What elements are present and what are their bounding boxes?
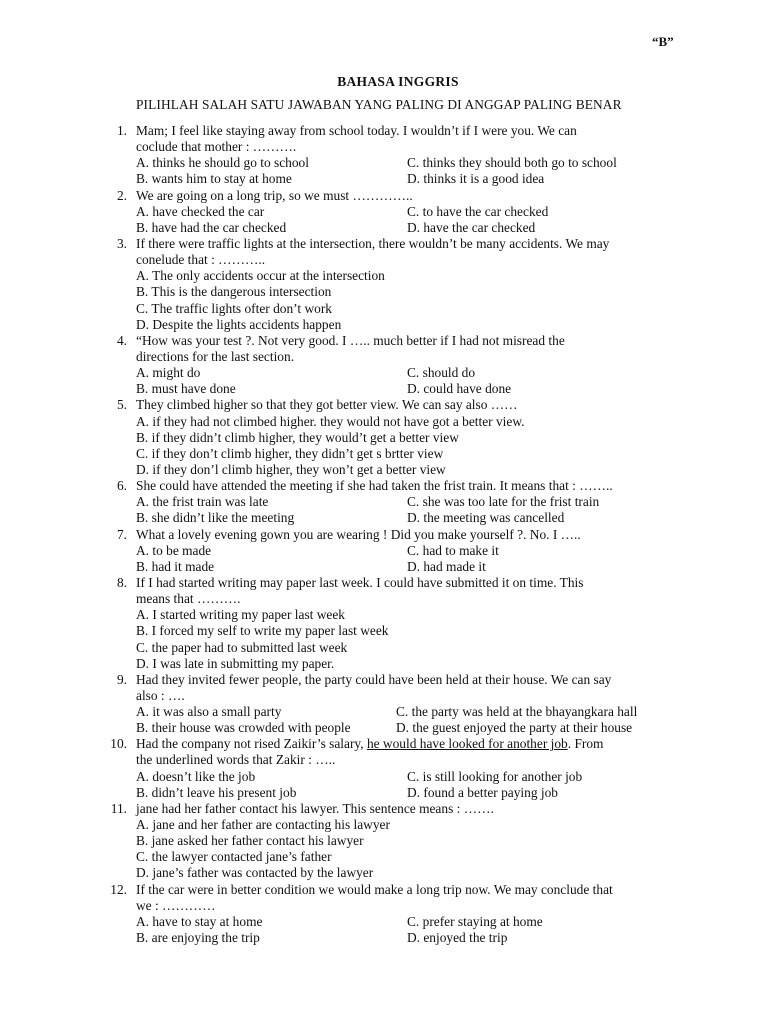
question-block: [0, 882, 768, 947]
answer-option: A. the frist train was late: [136, 494, 269, 510]
question-line: [0, 252, 768, 268]
question-line: [0, 688, 768, 704]
answer-option: D. the meeting was cancelled: [407, 510, 565, 526]
instruction-text: PILIHLAH SALAH SATU JAWABAN YANG PALING DI ANGGAP PALING BENAR: [136, 97, 622, 112]
answer-option: B. had it made: [136, 558, 215, 574]
question-text: [136, 591, 241, 607]
question-text: [136, 236, 609, 252]
answer-option: C. if they don’t climb higher, they didn’t get s brtter view: [136, 445, 444, 461]
answer-option: D. the guest enjoyed the party at their house: [396, 720, 633, 736]
answer-option: B. their house was crowded with people: [136, 720, 351, 736]
answer-option: D. enjoyed the trip: [407, 930, 508, 946]
question-block: [0, 672, 768, 737]
answer-option: D. had made it: [407, 558, 486, 574]
question-text-segment: directions for the last section.: [136, 348, 295, 364]
answer-option: D. I was late in submitting my paper.: [136, 655, 335, 671]
question-text-segment: the underlined words that Zakir : …..: [136, 752, 336, 768]
question-text-segment: conelude that : ………..: [136, 252, 266, 268]
answer-option: A. have to stay at home: [136, 913, 263, 929]
option-line: [0, 268, 768, 284]
question-text: [136, 478, 613, 494]
question-line: [0, 236, 768, 252]
question-block: [0, 736, 768, 801]
question-line: [0, 575, 768, 591]
question-line: [0, 591, 768, 607]
option-line: [0, 640, 768, 656]
question-block: [0, 527, 768, 575]
answer-option: C. is still looking for another job: [407, 768, 583, 784]
answer-option: A. jane and her father are contacting his lawyer: [136, 817, 390, 833]
answer-option: C. prefer staying at home: [407, 913, 543, 929]
answer-option: B. jane asked her father contact his lawyer: [136, 833, 364, 849]
question-text: [136, 575, 583, 591]
option-line: [0, 704, 768, 720]
question-text-segment: also : ….: [136, 687, 185, 703]
question-block: [0, 333, 768, 398]
underlined-text: he would have looked for another job: [366, 736, 568, 752]
question-text-segment: Had the company not rised Zaikir’s salary,: [136, 736, 367, 752]
option-line: [0, 365, 768, 381]
answer-option: D. if they don’l climb higher, they won’t get a better view: [136, 461, 446, 477]
question-line: [0, 123, 768, 139]
question-text-segment: She could have attended the meeting if she had taken the frist train. It means that : ……..: [136, 478, 613, 494]
answer-option: A. I started writing my paper last week: [136, 607, 345, 623]
question-line: [0, 736, 768, 752]
answer-option: A. might do: [136, 365, 201, 381]
option-line: [0, 607, 768, 623]
answer-option: A. if they had not climbed higher. they would not have got a better view.: [136, 413, 525, 429]
answer-option: B. are enjoying the trip: [136, 930, 260, 946]
answer-option: C. thinks they should both go to school: [407, 155, 617, 171]
question-text-segment: What a lovely evening gown you are wearing ! Did you make yourself ?. No. I …..: [136, 526, 581, 542]
option-line: [0, 833, 768, 849]
option-line: [0, 462, 768, 478]
version-label: “B”: [652, 34, 674, 49]
answer-option: A. thinks he should go to school: [136, 155, 309, 171]
option-line: [0, 446, 768, 462]
option-line: [0, 284, 768, 300]
question-number: 6.: [116, 478, 127, 494]
option-line: [0, 543, 768, 559]
answer-option: D. Despite the lights accidents happen: [136, 316, 342, 332]
question-number: 7.: [116, 526, 127, 542]
question-text: [136, 527, 581, 543]
answer-option: C. The traffic lights ofter don’t work: [136, 300, 332, 316]
question-line: [0, 188, 768, 204]
question-line: [0, 397, 768, 413]
option-line: [0, 914, 768, 930]
question-block: [0, 801, 768, 882]
option-line: [0, 656, 768, 672]
question-number: 2.: [116, 187, 127, 203]
answer-option: D. have the car checked: [407, 219, 536, 235]
answer-option: C. the party was held at the bhayangkara hall: [396, 704, 638, 720]
answer-option: C. should do: [407, 365, 476, 381]
option-line: [0, 494, 768, 510]
option-line: [0, 720, 768, 736]
question-text-segment: “How was your test ?. Not very good. I ….. much better if I had not misread the: [136, 332, 565, 348]
option-line: [0, 317, 768, 333]
question-line: [0, 478, 768, 494]
question-text-segment: Had they invited fewer people, the party could have been held at their house. We can say: [136, 671, 612, 687]
question-number: 9.: [116, 671, 127, 687]
answer-option: B. have had the car checked: [136, 219, 287, 235]
question-number: 10.: [110, 736, 127, 752]
question-text: [136, 139, 296, 155]
question-block: [0, 123, 768, 188]
question-number: 5.: [116, 397, 127, 413]
question-line: [0, 527, 768, 543]
question-text-segment: We are going on a long trip, so we must …………..: [136, 187, 413, 203]
question-text-segment: means that ……….: [136, 591, 241, 607]
answer-option: B. must have done: [136, 381, 236, 397]
answer-option: A. have checked the car: [136, 203, 265, 219]
question-text: [136, 397, 518, 413]
option-line: [0, 430, 768, 446]
question-line: [0, 349, 768, 365]
question-text-segment: coclude that mother : ……….: [136, 139, 297, 155]
option-line: [0, 171, 768, 187]
answer-option: B. if they didn’t climb higher, they would’t get a better view: [136, 429, 459, 445]
question-text-segment: . From: [567, 736, 604, 752]
question-line: [0, 333, 768, 349]
question-line: [0, 752, 768, 768]
page-title: BAHASA INGGRIS: [337, 74, 459, 89]
question-number: 8.: [116, 574, 127, 590]
question-text-segment: If I had started writing may paper last week. I could have submitted it on time. This: [136, 574, 584, 590]
answer-option: A. to be made: [136, 542, 212, 558]
question-line: [0, 898, 768, 914]
question-text: [136, 252, 265, 268]
option-line: [0, 155, 768, 171]
answer-option: B. didn’t leave his present job: [136, 784, 297, 800]
answer-option: C. to have the car checked: [407, 203, 549, 219]
question-text-segment: jane had her father contact his lawyer. This sentence means : …….: [136, 800, 494, 816]
question-text-segment: we : …………: [136, 897, 216, 913]
question-number: 12.: [110, 881, 127, 897]
question-line: [0, 672, 768, 688]
question-text-segment: Mam; I feel like staying away from school today. I wouldn’t if I were you. We can: [136, 123, 577, 138]
option-line: [0, 849, 768, 865]
answer-option: C. the lawyer contacted jane’s father: [136, 849, 332, 865]
option-line: [0, 623, 768, 639]
question-text: [136, 736, 603, 752]
question-text-segment: If the car were in better condition we would make a long trip now. We may conclude that: [136, 881, 613, 897]
question-text: [136, 752, 335, 768]
option-line: [0, 769, 768, 785]
question-text: [136, 801, 494, 817]
answer-option: B. wants him to stay at home: [136, 171, 292, 187]
question-text-segment: If there were traffic lights at the intersection, there wouldn’t be many accidents. We may: [136, 235, 610, 251]
answer-option: A. The only accidents occur at the intersection: [136, 268, 385, 284]
answer-option: B. I forced my self to write my paper last week: [136, 623, 389, 639]
option-line: [0, 817, 768, 833]
option-line: [0, 301, 768, 317]
question-block: [0, 575, 768, 672]
question-text: [136, 123, 577, 139]
option-line: [0, 204, 768, 220]
question-block: [0, 236, 768, 333]
option-line: [0, 785, 768, 801]
answer-option: A. it was also a small party: [136, 704, 282, 720]
question-line: [0, 882, 768, 898]
question-text: [136, 333, 565, 349]
answer-option: C. the paper had to submitted last week: [136, 639, 348, 655]
question-text: [136, 882, 613, 898]
question-block: [0, 478, 768, 526]
question-text: [136, 672, 611, 688]
option-line: [0, 865, 768, 881]
question-line: [0, 139, 768, 155]
question-block: [0, 397, 768, 478]
question-number: 4.: [116, 332, 127, 348]
question-number: 11.: [110, 800, 127, 816]
question-text: [136, 688, 185, 704]
question-text: [136, 349, 294, 365]
answer-option: C. she was too late for the frist train: [407, 494, 600, 510]
question-number: 1.: [116, 123, 127, 138]
question-list: [0, 123, 768, 946]
option-line: [0, 510, 768, 526]
answer-option: D. could have done: [407, 381, 512, 397]
answer-option: C. had to make it: [407, 542, 499, 558]
option-line: [0, 930, 768, 946]
answer-option: D. jane’s father was contacted by the lawyer: [136, 865, 374, 881]
question-text: [136, 188, 413, 204]
question-block: [0, 188, 768, 236]
answer-option: A. doesn’t like the job: [136, 768, 256, 784]
question-line: [0, 801, 768, 817]
answer-option: D. found a better paying job: [407, 784, 558, 800]
answer-option: D. thinks it is a good idea: [407, 171, 545, 187]
answer-option: B. This is the dangerous intersection: [136, 284, 332, 300]
question-number: 3.: [116, 235, 127, 251]
option-line: [0, 559, 768, 575]
question-text: [136, 898, 216, 914]
option-line: [0, 220, 768, 236]
option-line: [0, 414, 768, 430]
option-line: [0, 381, 768, 397]
answer-option: B. she didn’t like the meeting: [136, 510, 295, 526]
question-text-segment: They climbed higher so that they got better view. We can say also ……: [136, 397, 518, 413]
